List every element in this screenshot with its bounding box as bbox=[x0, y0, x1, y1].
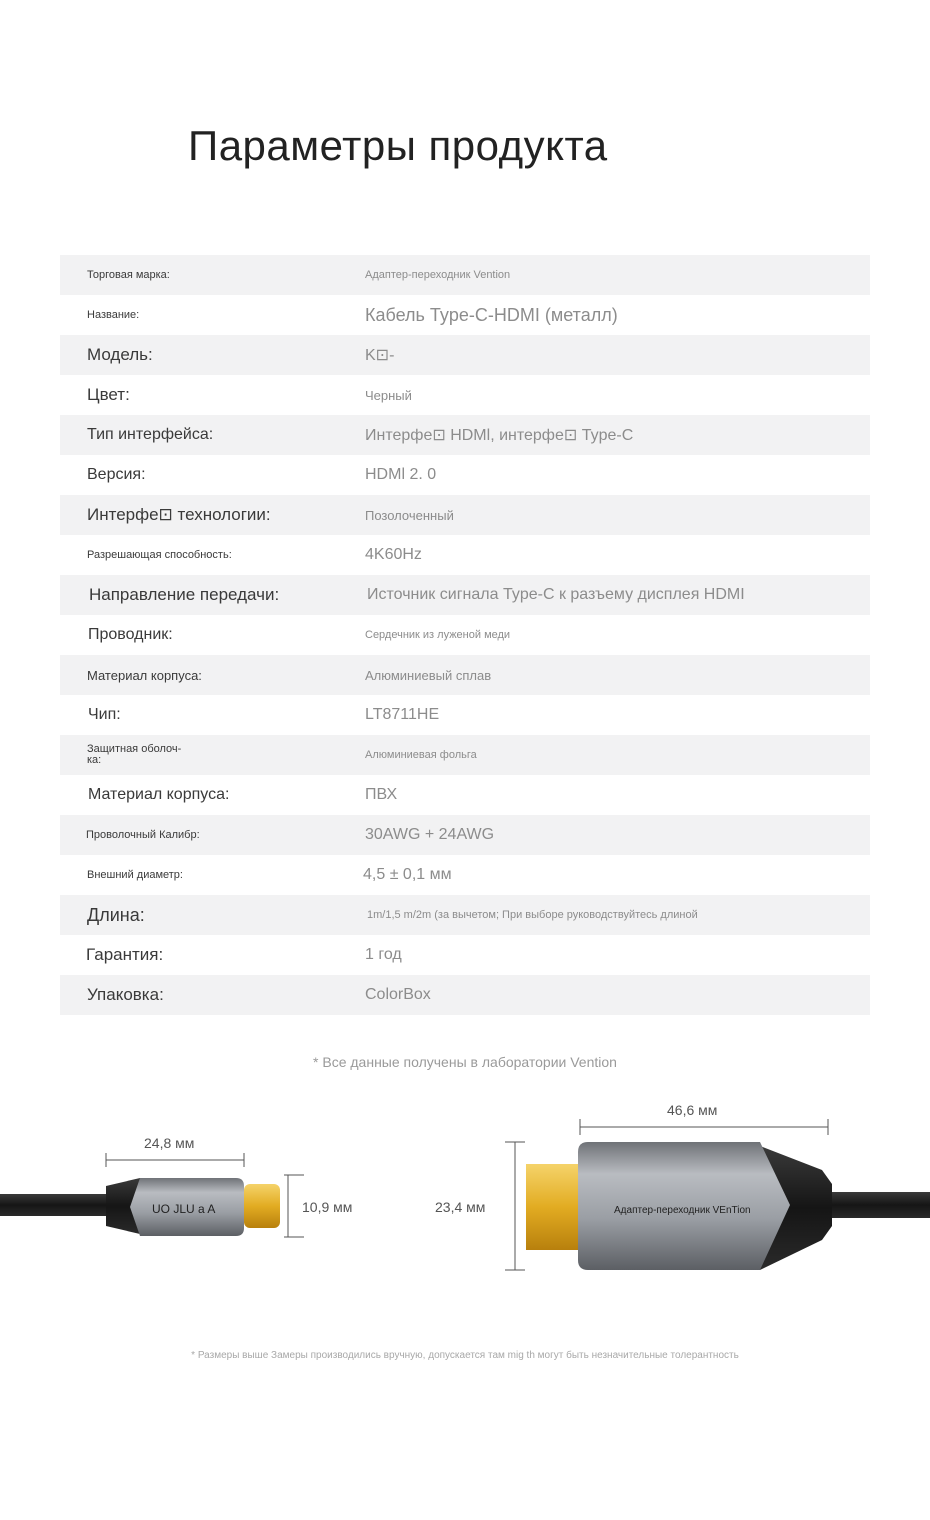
spec-key: Версия: bbox=[87, 466, 146, 483]
spec-row-packaging bbox=[60, 975, 870, 1015]
spec-row-length bbox=[60, 895, 870, 935]
spec-value: Алюминиевая фольга bbox=[365, 749, 477, 761]
spec-value: Черный bbox=[365, 387, 412, 403]
spec-value: K⊡- bbox=[365, 347, 395, 364]
spec-value: 4K60Hz bbox=[365, 546, 422, 563]
spec-key: Защитная оболоч-ка: bbox=[87, 743, 182, 766]
spec-value: Адаптер-переходник Vention bbox=[365, 269, 511, 281]
spec-value: ПВХ bbox=[365, 786, 398, 803]
spec-value: HDMl 2. 0 bbox=[365, 466, 437, 483]
lab-note: * Все данные получены в лаборатории Vention bbox=[313, 1054, 617, 1070]
typec-width-label: 24,8 мм bbox=[144, 1135, 195, 1151]
hdmi-cable bbox=[822, 1192, 930, 1218]
spec-row-brand bbox=[60, 255, 870, 295]
spec-key: Проводник: bbox=[88, 626, 173, 643]
spec-row-chip bbox=[60, 695, 870, 735]
spec-row-jacket-material bbox=[60, 775, 870, 815]
spec-key: Направление передачи: bbox=[89, 585, 280, 604]
spec-table bbox=[60, 255, 870, 1015]
spec-value: Источник сигнала Type-C к разъему дисплея HDMI bbox=[367, 586, 745, 603]
spec-key: Разрешающая способность: bbox=[87, 549, 232, 561]
spec-row-name bbox=[60, 295, 870, 335]
spec-key: Чип: bbox=[88, 706, 121, 723]
spec-key: Материал корпуса: bbox=[87, 667, 202, 683]
spec-value: ColorBox bbox=[365, 986, 431, 1003]
typec-brand-label: UO JLU a A bbox=[152, 1202, 216, 1216]
measurement-note: * Размеры выше Замеры производились вручную, допускается там mig th могут быть незначительные толерантность bbox=[191, 1350, 739, 1361]
hdmi-width-label: 46,6 мм bbox=[667, 1102, 718, 1118]
spec-row-interface-type bbox=[60, 415, 870, 455]
spec-key: Название: bbox=[87, 309, 140, 321]
typec-cable bbox=[0, 1194, 112, 1216]
spec-row-interface-tech bbox=[60, 495, 870, 535]
spec-key: Проволочный Калибр: bbox=[86, 829, 200, 841]
spec-value: Позолоченный bbox=[365, 507, 454, 523]
hdmi-height-label: 23,4 мм bbox=[435, 1199, 486, 1215]
spec-row-color bbox=[60, 375, 870, 415]
typec-connector bbox=[244, 1184, 280, 1228]
spec-key: Модель: bbox=[87, 345, 153, 364]
spec-row-conductor bbox=[60, 615, 870, 655]
spec-value: 1 год bbox=[365, 946, 402, 963]
spec-key: Гарантия: bbox=[86, 945, 164, 964]
spec-key: Цвет: bbox=[87, 385, 130, 404]
spec-value: Сердечник из луженой меди bbox=[365, 629, 511, 641]
spec-row-direction bbox=[60, 575, 870, 615]
spec-value: Алюминиевый сплав bbox=[365, 667, 492, 683]
spec-key: Внешний диаметр: bbox=[87, 869, 183, 881]
typec-height-label: 10,9 мм bbox=[302, 1199, 353, 1215]
spec-row-warranty bbox=[60, 935, 870, 975]
spec-row-model bbox=[60, 335, 870, 375]
spec-key: Торговая марка: bbox=[87, 269, 170, 281]
page-title: Параметры продукта bbox=[188, 122, 608, 169]
spec-row-resolution bbox=[60, 535, 870, 575]
spec-value: Интерфе⊡ HDMl, интерфе⊡ Type-C bbox=[365, 427, 634, 444]
cable-dimension-diagram bbox=[0, 1090, 930, 1290]
spec-key: Материал корпуса: bbox=[88, 786, 230, 803]
spec-row-diameter bbox=[60, 855, 870, 895]
hdmi-connector bbox=[526, 1164, 578, 1250]
spec-value: 4,5 ± 0,1 мм bbox=[363, 866, 452, 883]
spec-value: LT8711HE bbox=[365, 706, 440, 723]
spec-value: 30AWG + 24AWG bbox=[365, 826, 495, 843]
spec-key: Упаковка: bbox=[87, 985, 164, 1004]
spec-key: Тип интерфейса: bbox=[87, 426, 214, 443]
spec-key: Интерфе⊡ технологии: bbox=[87, 505, 271, 524]
spec-key: Длина: bbox=[87, 904, 145, 925]
spec-row-shield bbox=[60, 735, 870, 775]
spec-row-housing-material bbox=[60, 655, 870, 695]
hdmi-brand-label: Адаптер-переходник VEnTion bbox=[614, 1205, 751, 1216]
typec-plug bbox=[0, 1178, 280, 1236]
spec-row-gauge bbox=[60, 815, 870, 855]
spec-value: 1m/1,5 m/2m (за вычетом; При выборе руководствуйтесь длиной bbox=[367, 909, 698, 921]
spec-value: Кабель Type-C-HDMI (металл) bbox=[365, 304, 618, 325]
spec-row-version bbox=[60, 455, 870, 495]
